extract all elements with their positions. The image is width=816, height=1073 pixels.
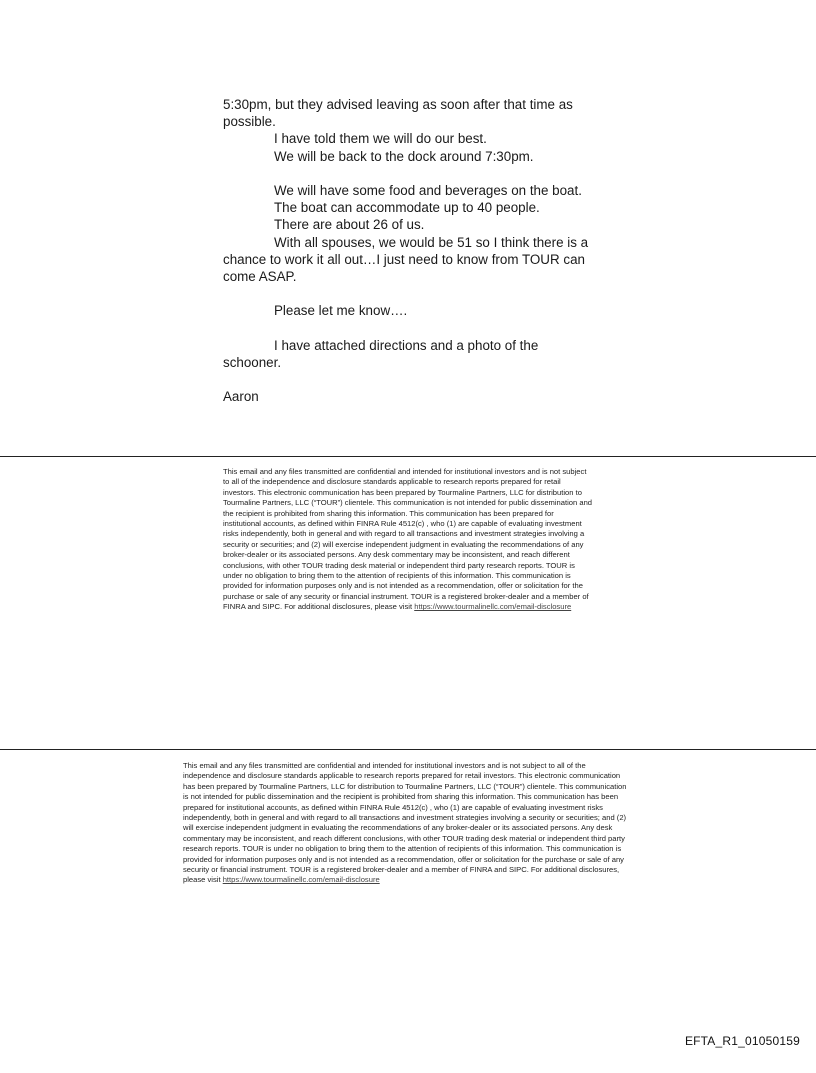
email-body	[223, 96, 593, 406]
document-id: EFTA_R1_01050159	[684, 1034, 800, 1048]
disclaimer-block-wide	[183, 761, 633, 886]
body-line-best: I have told them we will do our best.	[274, 131, 487, 147]
spacer	[223, 285, 593, 302]
body-paragraph-spouses: With all spouses, we would be 51 so I think there is a chance to work it all out…I just need to know from TOUR can come ASAP.	[223, 234, 589, 285]
disclaimer-text	[223, 467, 593, 613]
body-line-return: We will be back to the dock around 7:30pm.	[274, 148, 534, 164]
disclaimer-body: This email and any files transmitted are confidential and intended for institutional investors and is not subject to all of the independence and disclosure standards applicable to research reports prepared for retail investors. This electronic communication has been prepared by Tourmaline Partners, LLC for distribution to Tourmaline Partners, LLC (“TOUR”) clientele. This communication is not intended for public dissemination and the recipient is prohibited from sharing this information. This communication has been prepared for institutional accounts, as defined within FINRA Rule 4512(c) , who (1) are capable of evaluating investment risks independently, both in general and with regard to all transactions and investment strategies involving a security or securities; and (2) will exercise independent judgment in evaluating the recommendations of any broker-dealer or its associated persons. Any desk commentary may be inconsistent, and reach different conclusions, with other TOUR trading desk material or independent third party research reports. TOUR is under no obligation to bring them to the attention of recipients of this information. This communication is provided for information purposes only and is not intended as a recommendation, offer or solicitation for the purchase or sale of any security or financial instrument. TOUR is a registered broker-dealer and a member of FINRA and SIPC. For additional disclosures, please visit	[223, 467, 593, 612]
body-line-count: There are about 26 of us.	[274, 217, 425, 233]
disclaimer-text	[183, 761, 633, 886]
divider-rule	[0, 749, 816, 750]
disclaimer-block-narrow	[223, 467, 593, 613]
signature: Aaron	[223, 389, 259, 405]
disclaimer-body: This email and any files transmitted are confidential and intended for institutional investors and is not subject to all of the independence and disclosure standards applicable to research reports prepared for retail investors. This electronic communication has been prepared by Tourmaline Partners, LLC for distribution to Tourmaline Partners, LLC (“TOUR”) clientele. This communication is not intended for public dissemination and the recipient is prohibited from sharing this information. This communication has been prepared for institutional accounts, as defined within FINRA Rule 4512(c) , who (1) are capable of evaluating investment risks independently, both in general and with regard to all transactions and investment strategies involving a security or securities; and (2) will exercise independent judgment in evaluating the recommendations of any broker-dealer or its associated persons. Any desk commentary may be inconsistent, and reach different conclusions, with other TOUR trading desk material or independent third party research reports. TOUR is under no obligation to bring them to the attention of recipients of this information. This communication is provided for information purposes only and is not intended as a recommendation, offer or solicitation for the purchase or sale of any security or financial instrument. TOUR is a registered broker-dealer and a member of FINRA and SIPC. For additional disclosures, please visit	[183, 761, 627, 885]
body-line-let-know: Please let me know….	[274, 303, 408, 319]
spacer	[223, 320, 593, 337]
body-line-capacity: The boat can accommodate up to 40 people.	[274, 200, 540, 216]
divider-rule	[0, 456, 816, 457]
disclosure-link[interactable]: https://www.tourmalinellc.com/email-disclosure	[414, 602, 572, 612]
body-line-food: We will have some food and beverages on the boat.	[274, 183, 582, 198]
spacer	[223, 165, 593, 182]
disclosure-link[interactable]: https://www.tourmalinellc.com/email-disclosure	[222, 875, 380, 885]
spacer	[223, 371, 593, 388]
body-paragraph-attachments: I have attached directions and a photo of the schooner.	[223, 337, 539, 370]
body-paragraph-departure: 5:30pm, but they advised leaving as soon after that time as possible.	[223, 97, 573, 130]
